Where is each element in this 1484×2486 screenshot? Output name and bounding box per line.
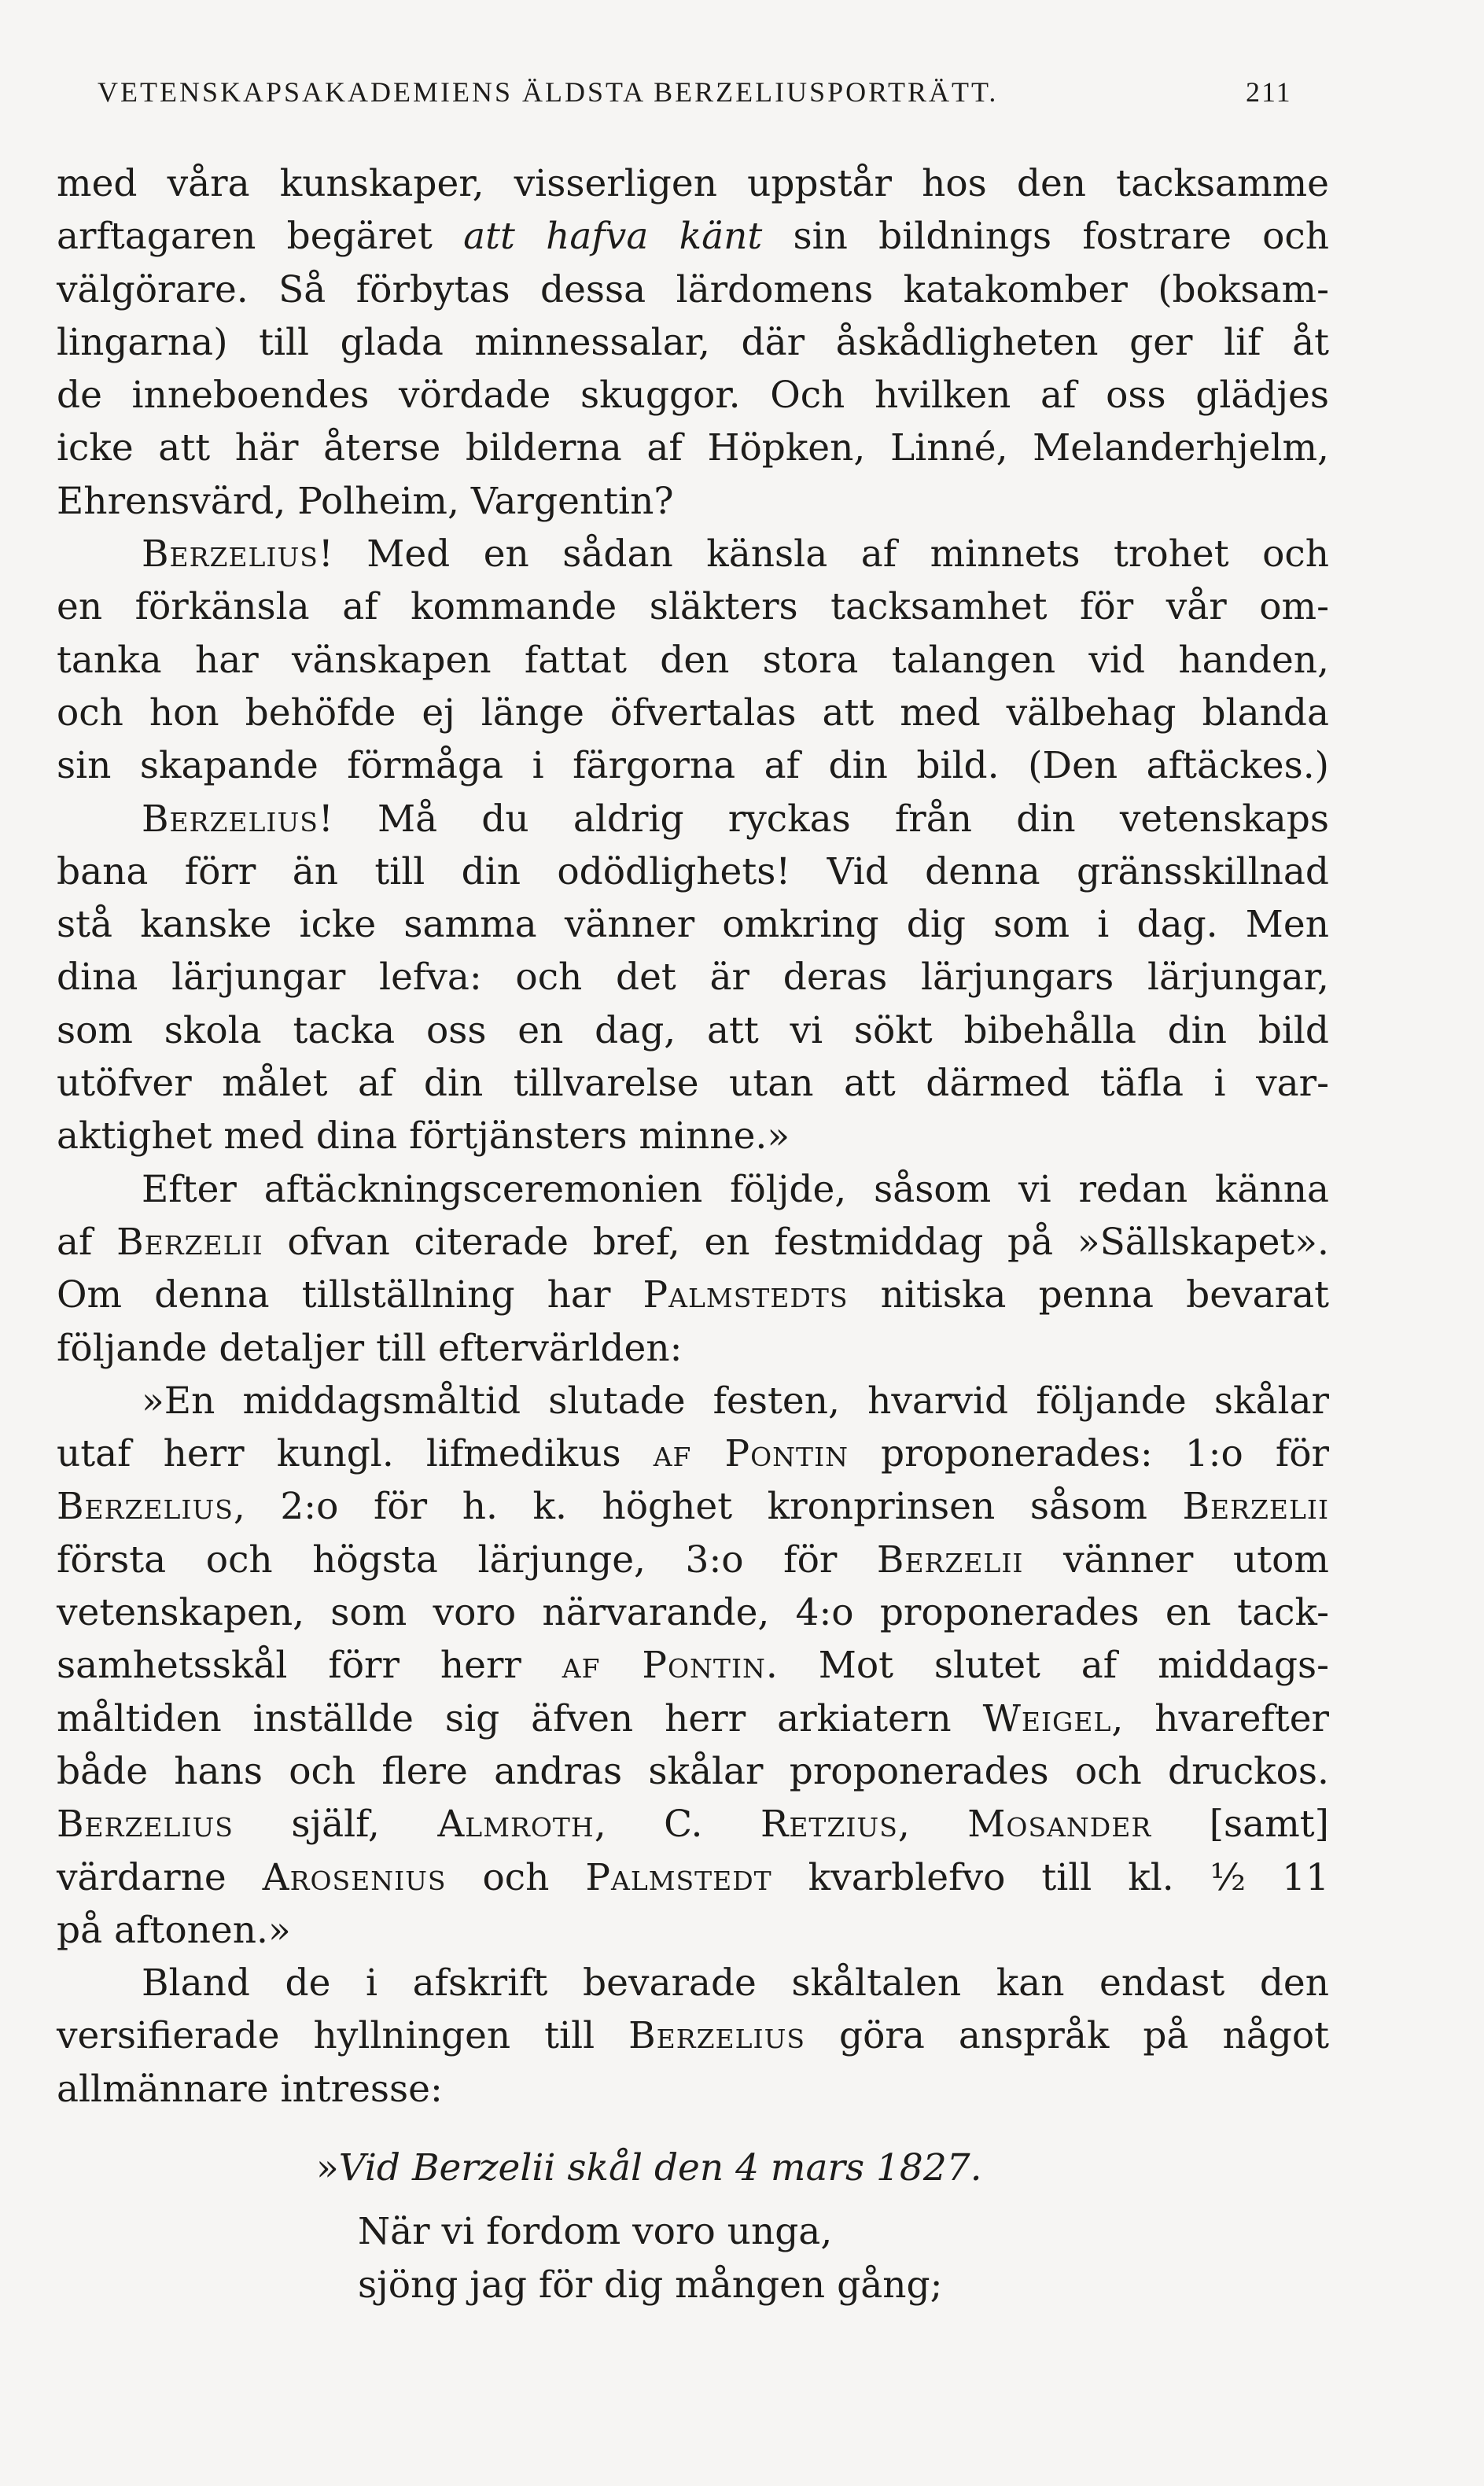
text-line: välgörare. Så förbytas dessa lärdomens katakomber (boksam- (57, 267, 1329, 311)
text-line: bana förr än till din odödlighets! Vid denna gränsskillnad (57, 849, 1329, 893)
verse-line: När vi fordom voro unga, (358, 2210, 833, 2254)
name-almroth: Almroth (437, 1803, 595, 1847)
text-line: af Berzelii ofvan citerade bref, en festmiddag på »Sällskapet». (57, 1220, 1329, 1264)
text-line: Berzelius! Må du aldrig ryckas från din vetenskaps (142, 797, 1329, 841)
text-line: värdarne Arosenius och Palmstedt kvarblefvo till kl. ½ 11 (57, 1855, 1329, 1899)
text-line: stå kanske icke samma vänner omkring dig som i dag. Men (57, 903, 1329, 947)
text-line: måltiden inställde sig äfven herr arkiatern Weigel, hvarefter (57, 1696, 1329, 1740)
text-line: sin skapande förmåga i färgorna af din bild. (Den aftäckes.) (57, 744, 1329, 788)
text-line: Efter aftäckningsceremonien följde, såsom vi redan känna (142, 1167, 1329, 1211)
text-line: »En middagsmåltid slutade festen, hvarvid följande skålar (142, 1379, 1329, 1423)
name-berzelius: Berzelius (57, 1485, 234, 1529)
text-line: första och högsta lärjunge, 3:o för Berzelii vänner utom (57, 1538, 1329, 1582)
text-line: allmännare intresse: (57, 2067, 443, 2111)
page-number: 211 (1246, 76, 1292, 108)
name-palmstedt: Palmstedt (585, 1855, 772, 1899)
name-af-pontin: af Pontin (653, 1432, 849, 1476)
text-line: arftagaren begäret att hafva känt sin bildnings fostrare och (57, 215, 1329, 259)
text-line: en förkänsla af kommande släkters tacksamhet för vår om- (57, 585, 1329, 629)
name-palmstedts: Palmstedts (643, 1273, 849, 1317)
text-line: på aftonen.» (57, 1908, 291, 1952)
text-line: och hon behöfde ej länge öfvertalas att med välbehag blanda (57, 691, 1329, 735)
text-line: Om denna tillställning har Palmstedts nitiska penna bevarat (57, 1273, 1329, 1317)
name-berzelii: Berzelii (116, 1220, 263, 1264)
text-line: Ehrensvärd, Polheim, Vargentin? (57, 479, 674, 523)
name-arosenius: Arosenius (262, 1855, 447, 1899)
text-line: dina lärjungar lefva: och det är deras lärjungars lärjungar, (57, 956, 1329, 1000)
text-line: som skola tacka oss en dag, att vi sökt bibehålla din bild (57, 1008, 1329, 1052)
text-line: Bland de i afskrift bevarade skåltalen kan endast den (142, 1961, 1329, 2005)
name-mosander: Mosander (967, 1803, 1152, 1847)
text-line: följande detaljer till eftervärlden: (57, 1326, 683, 1370)
text-line: tanka har vänskapen fattat den stora talangen vid handen, (57, 638, 1329, 682)
text-line: med våra kunskaper, visserligen uppstår hos den tacksamme (57, 162, 1329, 205)
name-weigel: Weigel (982, 1696, 1112, 1740)
name-berzelii: Berzelii (876, 1538, 1024, 1582)
running-header (42, 76, 1315, 118)
name-berzelius: Berzelius (628, 2014, 806, 2058)
italic-phrase: att hafva känt (463, 215, 763, 259)
text-line: både hans och flere andras skålar proponerades och druckos. (57, 1749, 1329, 1793)
text-line: Berzelius! Med en sådan känsla af minnets trohet och (142, 532, 1329, 576)
verse-line: sjöng jag för dig mången gång; (358, 2263, 943, 2307)
text-line: Berzelius, 2:o för h. k. höghet kronprinsen såsom Berzelii (57, 1485, 1329, 1529)
name-berzelius: Berzelius (57, 1803, 234, 1847)
body-text (57, 157, 1329, 2311)
text-line: aktighet med dina förtjänsters minne.» (57, 1114, 790, 1158)
name-retzius: Retzius (760, 1803, 898, 1847)
text-line: vetenskapen, som voro närvarande, 4:o proponerades en tack- (57, 1591, 1329, 1635)
text-line: de inneboendes vördade skuggor. Och hvilken af oss glädjes (57, 374, 1329, 418)
text-line: versifierade hyllningen till Berzelius göra anspråk på något (57, 2014, 1330, 2058)
verse-title: »Vid Berzelii skål den 4 mars 1827. (316, 2145, 982, 2190)
text-line: samhetsskål förr herr af Pontin. Mot slutet af middags- (57, 1644, 1329, 1688)
name-berzelius: Berzelius (142, 532, 319, 576)
name-berzelius: Berzelius (142, 797, 319, 841)
text-line: utöfver målet af din tillvarelse utan att därmed täfla i var- (57, 1062, 1329, 1106)
running-title: VETENSKAPSAKADEMIENS ÄLDSTA BERZELIUSPORTRÄTT. (98, 76, 999, 108)
text-line: Berzelius själf, Almroth, C. Retzius, Mosander [samt] (57, 1803, 1329, 1847)
text-line: utaf herr kungl. lifmedikus af Pontin proponerades: 1:o för (57, 1432, 1329, 1476)
text-line: lingarna) till glada minnessalar, där åskådligheten ger lif åt (57, 320, 1329, 364)
text-line: icke att här återse bilderna af Höpken, Linné, Melanderhjelm, (57, 426, 1329, 470)
name-berzelii: Berzelii (1182, 1485, 1329, 1529)
name-af-pontin: af Pontin (562, 1644, 766, 1688)
